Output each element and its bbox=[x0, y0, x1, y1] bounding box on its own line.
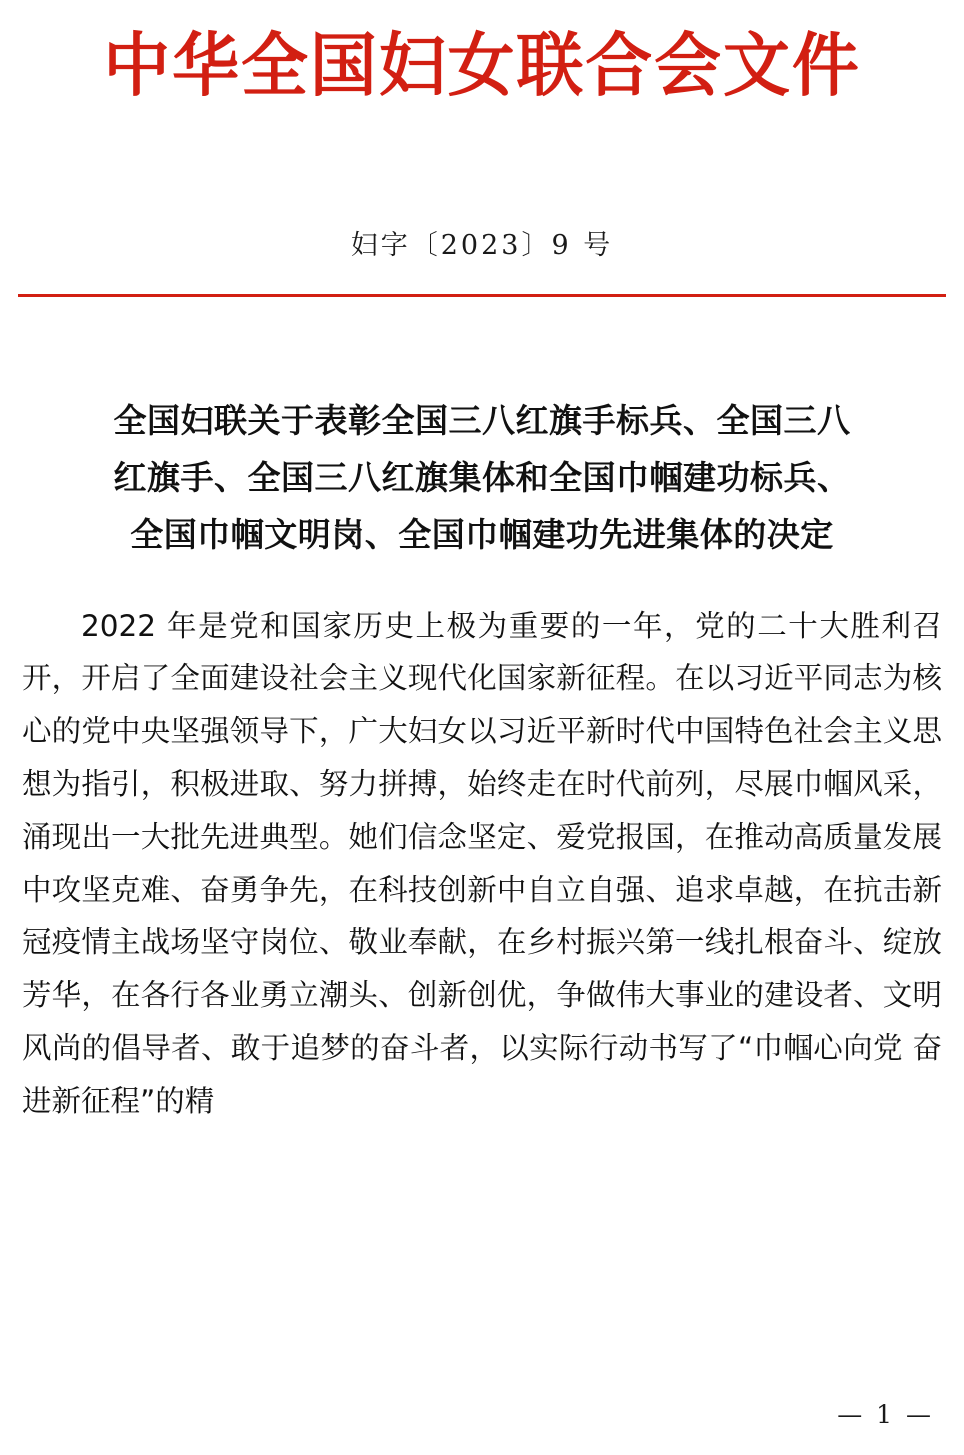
document-title-line-3: 全国巾帼文明岗、全国巾帼建功先进集体的决定 bbox=[130, 514, 834, 554]
masthead bbox=[0, 0, 964, 105]
document-body bbox=[22, 600, 942, 1128]
red-divider-rule bbox=[18, 294, 946, 297]
document-title-line-1: 全国妇联关于表彰全国三八红旗手标兵、全国三八 bbox=[113, 401, 851, 441]
body-paragraph-1: 2022 年是党和国家历史上极为重要的一年，党的二十大胜利召开，开启了全面建设社会主义现代化国家新征程。在以习近平同志为核心的党中央坚强领导下，广大妇女以习近平新时代中国特色社会主义思想为指引，积极进取、努力拼搏，始终走在时代前列，尽展巾帼风采，涌现出一大批先进典型。她们信念坚定、爱党报国，在推动高质量发展中攻坚克难、奋勇争先，在科技创新中自立自强、追求卓越，在抗击新冠疫情主战场坚守岗位、敬业奉献，在乡村振兴第一线扎根奋斗、绽放芳华，在各行各业勇立潮头、创新创优，争做伟大事业的建设者、文明风尚的倡导者、敢于追梦的奋斗者，以实际行动书写了“巾帼心向党 奋进新征程”的精 bbox=[22, 608, 942, 1118]
document-number: 妇字〔2023〕9 号 bbox=[350, 230, 614, 262]
document-title-line-2: 红旗手、全国三八红旗集体和全国巾帼建功标兵、 bbox=[113, 458, 851, 498]
document-title bbox=[30, 393, 934, 563]
organization-title: 中华全国妇女联合会文件 bbox=[103, 25, 861, 106]
page-number: — 1 — bbox=[837, 1400, 934, 1429]
